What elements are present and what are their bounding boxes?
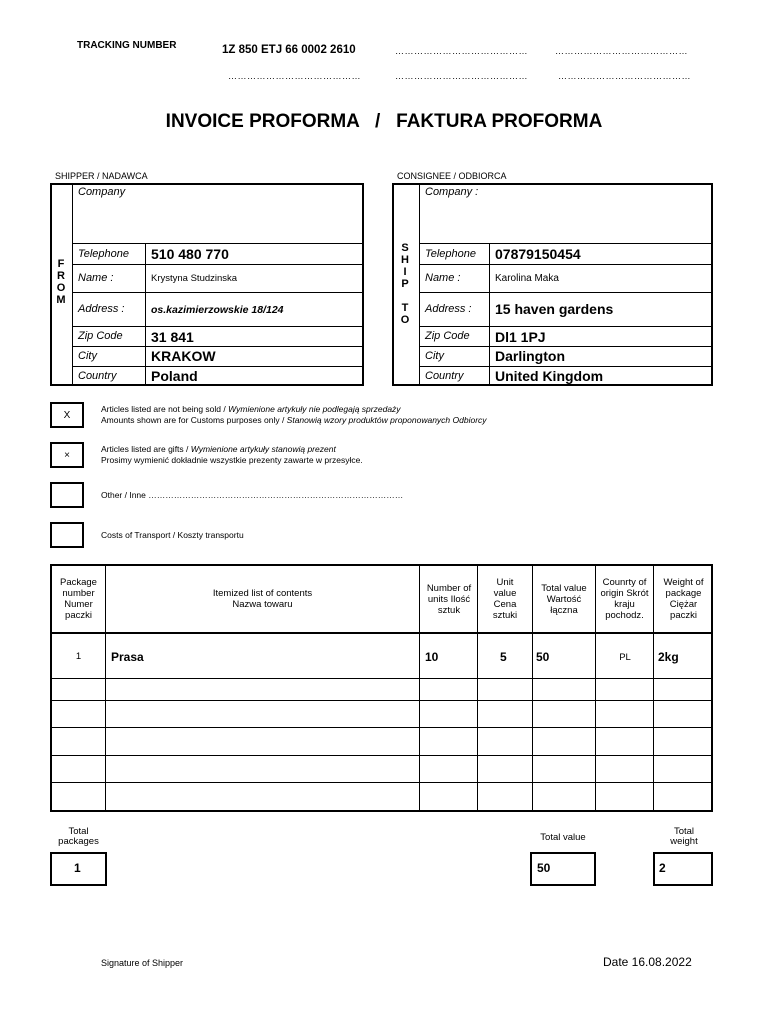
shipper-name-value: Krystyna Studzinska [151,273,238,284]
ship-to-vertical-label [398,242,412,326]
vertical-letter: I [403,266,407,278]
total-value-label: Total value [540,832,586,843]
total-weight-value: 2 [659,861,666,875]
shipper-telephone-label: Telephone [78,248,129,260]
shipper-city-label: City [78,350,97,362]
shipper-address-value: os.kazimierzowskie 18/124 [151,304,284,316]
shipper-zip-value: 31 841 [151,329,194,345]
shipper-address-label: Address : [78,303,125,315]
consignee-name-value: Karolina Maka [495,273,559,284]
cell-total-value: 50 [536,650,550,664]
checkbox-not-sold-text: Articles listed are not being sold / Wymienione artykuły nie podlegają sprzedaży Amounts shown are for Customs purposes only / Stanowią wzory produktów proponowanych Odbiorcy [101,404,487,425]
date-label: Date 16.08.2022 [603,955,692,969]
total-packages-value: 1 [74,861,81,875]
shipper-heading: SHIPPER / NADAWCA [55,171,148,181]
header-unit-value: Unit value Cena sztuki [492,577,518,621]
checkbox-gifts[interactable] [50,442,84,468]
total-weight-label: Total weight [670,826,698,847]
cell-item-name: Prasa [111,650,144,664]
header-total-value: Total value Wartość łączna [541,582,587,616]
total-weight-box [653,852,713,886]
header-package-number: Package number Numer paczki [60,577,97,621]
tracking-number-value: 1Z 850 ETJ 66 0002 2610 [222,44,356,56]
consignee-name-label: Name : [425,272,461,284]
consignee-address-label: Address : [425,303,472,315]
dotted-line: …………………………………… [395,71,528,81]
vertical-letter: T [401,302,409,314]
header-number-of-units: Number of units Ilość sztuk [426,582,472,616]
shipper-country-label: Country [78,370,117,382]
consignee-company-label: Company : [425,186,479,198]
vertical-letter: S [401,242,409,254]
checkbox-mark: × [64,449,70,461]
cell-units: 10 [425,650,439,664]
checkbox-mark: X [63,409,71,421]
total-packages-label: Total packages [58,826,99,847]
shipper-name-label: Name : [78,272,114,284]
consignee-zip-label: Zip Code [425,330,470,342]
total-value-value: 50 [537,861,551,875]
consignee-zip-value: Dl1 1PJ [495,329,546,345]
tracking-number-label: TRACKING NUMBER [77,40,177,51]
shipper-company-label: Company [78,186,126,198]
signature-label: Signature of Shipper [101,958,184,968]
checkbox-gifts-text: Articles listed are gifts / Wymienione artykuły stanowią prezent Prosimy wymienić dokładnie wszystkie prezenty zawarte w przesyłce. [101,444,363,465]
consignee-city-value: Darlington [495,348,565,364]
vertical-letter: P [401,278,409,290]
vertical-letter [398,290,412,302]
vertical-letter: O [400,314,410,326]
checkbox-not-sold[interactable] [50,402,84,428]
checkbox-other-text: Other / Inne ……………………………………………………………………………… [101,490,404,500]
cell-package-number: 1 [75,651,82,662]
cell-country-origin: PL [619,652,631,663]
vertical-letter: F [57,258,65,270]
shipper-zip-label: Zip Code [78,330,123,342]
checkbox-other[interactable] [50,482,84,508]
total-value-box [530,852,596,886]
consignee-country-value: United Kingdom [495,368,604,384]
total-packages-box [50,852,107,886]
vertical-letter: R [57,270,65,282]
header-country-of-origin: Counrty of origin Skrót kraju pochodz. [600,577,649,621]
vertical-letter: O [56,282,66,294]
consignee-telephone-value: 07879150454 [495,246,581,262]
dotted-line: …………………………………… [555,46,688,56]
checkbox-transport[interactable] [50,522,84,548]
consignee-heading: CONSIGNEE / ODBIORCA [397,171,507,181]
consignee-telephone-label: Telephone [425,248,476,260]
checkbox-transport-text: Costs of Transport / Koszty transportu [101,530,244,540]
from-vertical-label [54,258,68,306]
header-weight: Weight of package Ciężar paczki [663,577,704,621]
consignee-country-label: Country [425,370,464,382]
vertical-letter: H [401,254,409,266]
document-title: INVOICE PROFORMA / FAKTURA PROFORMA [165,111,603,132]
shipper-city-value: KRAKOW [151,348,216,364]
header-itemized-list: Itemized list of contents Nazwa towaru [212,588,313,610]
dotted-line: …………………………………… [395,46,528,56]
shipper-country-value: Poland [151,368,198,384]
dotted-line: …………………………………… [558,71,691,81]
shipper-telephone-value: 510 480 770 [151,246,229,262]
consignee-city-label: City [425,350,444,362]
consignee-address-value: 15 haven gardens [495,301,614,317]
cell-weight: 2kg [658,650,679,664]
cell-unit-value: 5 [500,650,507,664]
dotted-line: …………………………………… [228,71,361,81]
vertical-letter: M [56,294,66,306]
